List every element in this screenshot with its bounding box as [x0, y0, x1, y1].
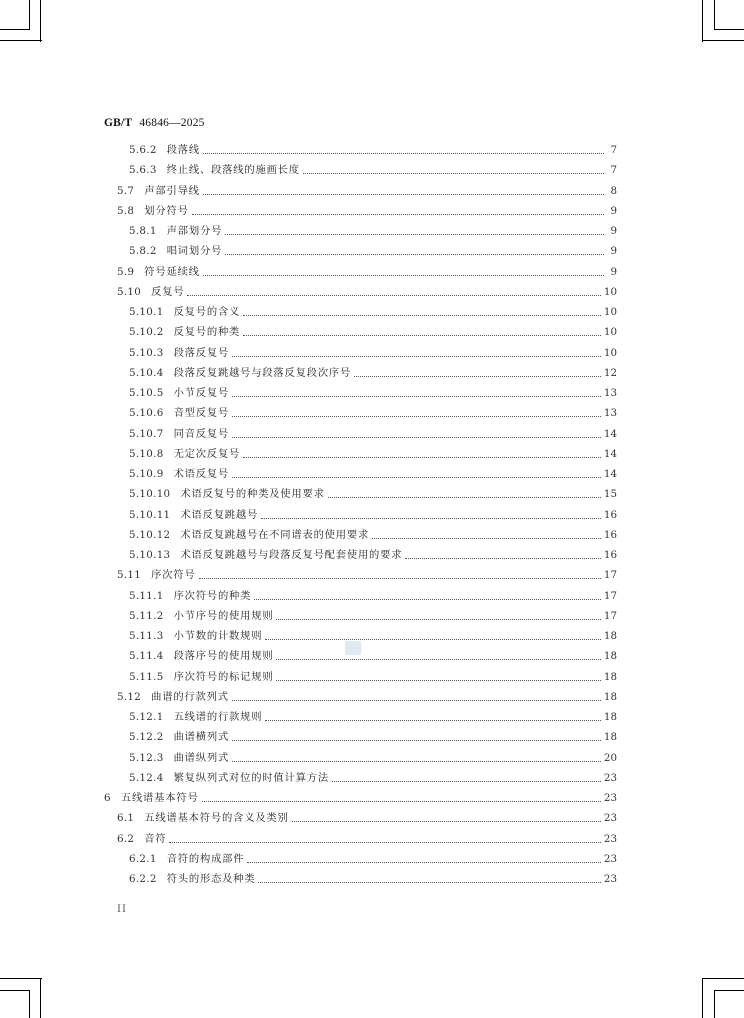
toc-entry-title: 音型反复号: [173, 407, 230, 420]
toc-leader-dots: [247, 861, 601, 863]
toc-entry-page: 9: [610, 204, 617, 217]
toc-leader-dots: [276, 658, 600, 660]
toc-entry-number: 5.6.3: [129, 164, 157, 177]
toc-entry-page: 17: [603, 609, 617, 622]
toc-entry-title: 小节反复号: [173, 387, 230, 399]
toc-entry[interactable]: [0, 403, 617, 423]
toc-entry[interactable]: [0, 768, 617, 788]
toc-entry-title: 同音反复号: [173, 427, 230, 440]
toc-entry-title: 五线谱基本符号的含义及类别: [144, 812, 289, 825]
toc-leader-dots: [232, 415, 601, 417]
toc-leader-dots: [232, 760, 601, 762]
toc-entry-number: 5.11.3: [129, 630, 164, 642]
toc-entry-number: 5.11.4: [129, 650, 164, 663]
toc-entry-title: 术语反复号的种类及使用要求: [180, 488, 325, 501]
toc-entry-title: 术语反复跳越号: [180, 508, 259, 521]
toc-entry-number: 5.8.2: [129, 245, 157, 258]
toc-entry[interactable]: [0, 484, 617, 504]
crop-mark-bl-v: [40, 978, 41, 1018]
toc-entry[interactable]: [0, 424, 617, 444]
toc-entry-title: 术语反复跳越号与段落反复号配套使用的要求: [180, 549, 403, 561]
toc-entry[interactable]: [0, 545, 617, 565]
toc-entry-number: 5.12.4: [129, 771, 164, 784]
toc-entry[interactable]: [0, 687, 617, 707]
toc-entry-number: 6.2.1: [129, 852, 157, 865]
toc-entry-title: 五线谱基本符号: [120, 792, 199, 804]
toc-entry-page: 14: [603, 427, 617, 440]
toc-leader-dots: [332, 780, 601, 782]
toc-entry-title: 声部划分号: [166, 225, 223, 237]
toc-entry[interactable]: [0, 160, 617, 180]
toc-leader-dots: [203, 274, 604, 276]
toc-entry-page: 7: [610, 144, 617, 156]
toc-entry-number: 5.11.5: [129, 670, 164, 683]
toc-entry-page: 15: [603, 488, 617, 501]
toc-entry-number: 5.11.2: [129, 609, 164, 622]
toc-entry-number: 5.12.3: [129, 751, 164, 764]
toc-entry-number: 5.10.2: [129, 326, 164, 339]
toc-entry-page: 23: [603, 852, 617, 865]
toc-leader-dots: [276, 679, 600, 681]
toc-entry[interactable]: [0, 262, 617, 282]
toc-leader-dots: [169, 841, 600, 843]
toc-entry-title: 无定次反复号: [173, 447, 241, 460]
toc-leader-dots: [203, 193, 604, 195]
toc-leader-dots: [203, 152, 604, 154]
crop-mark-tr-v2: [714, 0, 715, 30]
toc-entry[interactable]: [0, 322, 617, 342]
toc-entry-page: 10: [603, 285, 617, 298]
toc-entry[interactable]: [0, 221, 617, 241]
toc-entry-number: 5.10.4: [129, 366, 164, 379]
toc-leader-dots: [232, 476, 601, 478]
toc-entry-page: 18: [603, 650, 617, 663]
toc-entry[interactable]: [0, 869, 617, 889]
crop-mark-br-v2: [714, 990, 715, 1018]
toc-entry-page: 10: [603, 306, 617, 318]
toc-entry-page: 18: [603, 670, 617, 683]
toc-leader-dots: [265, 638, 601, 640]
toc-leader-dots: [192, 213, 604, 215]
toc-leader-dots: [232, 395, 601, 397]
toc-entry-page: 17: [603, 569, 617, 582]
toc-entry-page: 18: [603, 690, 617, 703]
toc-entry-title: 符头的形态及种类: [166, 873, 256, 885]
crop-mark-br-v: [702, 978, 703, 1018]
crop-mark-bl-h2: [0, 990, 30, 991]
standard-number: 46846—2025: [139, 117, 205, 129]
toc-entry-number: 5.10.12: [129, 528, 171, 541]
toc-entry-number: 5.6.2: [129, 144, 157, 156]
crop-mark-bl-v2: [29, 990, 30, 1018]
toc-entry-page: 14: [603, 447, 617, 460]
toc-entry-page: 16: [603, 508, 617, 521]
toc-entry-number: 5.10.8: [129, 447, 164, 460]
toc-entry[interactable]: [0, 363, 617, 383]
toc-entry-title: 术语反复号: [173, 468, 230, 480]
toc-entry-title: 小节数的计数规则: [173, 630, 263, 642]
toc-entry-page: 23: [603, 792, 617, 804]
toc-entry-number: 6.2: [117, 832, 135, 845]
toc-entry-number: 5.10: [117, 285, 142, 298]
crop-mark-tl-h2: [0, 29, 30, 30]
standard-prefix: GB/T: [104, 117, 133, 129]
toc-leader-dots: [405, 557, 601, 559]
crop-mark-tr-h: [702, 40, 744, 41]
toc-entry-page: 9: [610, 245, 617, 258]
toc-entry-number: 6: [104, 792, 111, 804]
toc-entry-number: 5.12.2: [129, 731, 164, 744]
toc-entry-page: 16: [603, 528, 617, 541]
toc-entry[interactable]: [0, 383, 617, 403]
toc-entry-number: 5.11: [117, 569, 142, 582]
standard-header: [104, 117, 205, 129]
toc-entry-title: 声部引导线: [144, 184, 200, 197]
toc-leader-dots: [292, 820, 601, 822]
toc-leader-dots: [232, 699, 601, 701]
crop-mark-bl-h: [0, 978, 42, 979]
watermark-logo: [345, 641, 361, 655]
toc-leader-dots: [354, 375, 601, 377]
toc-entry-page: 10: [603, 326, 617, 339]
crop-mark-tr-h2: [714, 29, 744, 30]
toc-entry-number: 5.10.9: [129, 468, 164, 480]
toc-entry-page: 20: [603, 751, 617, 764]
toc-leader-dots: [232, 355, 601, 357]
toc-entry-title: 反复号的含义: [173, 306, 241, 318]
toc-entry-title: 段落反复跳越号与段落反复段次序号: [173, 366, 352, 379]
toc-entry-number: 5.10.5: [129, 387, 164, 399]
toc-entry[interactable]: [0, 140, 617, 160]
toc-entry[interactable]: [0, 829, 617, 849]
toc-entry-title: 终止线、段落线的施画长度: [166, 164, 300, 177]
toc-entry-title: 术语反复跳越号在不同谱表的使用要求: [180, 528, 370, 541]
toc-entry-number: 5.10.3: [129, 346, 164, 359]
toc-entry-title: 繁复纵列式对位的时值计算方法: [173, 771, 329, 784]
crop-mark-tl-h: [0, 40, 42, 41]
toc-leader-dots: [232, 436, 601, 438]
toc-entry-page: 12: [603, 366, 617, 379]
toc-entry-title: 五线谱的行款规则: [173, 711, 263, 723]
toc-entry[interactable]: [0, 707, 617, 727]
toc-entry-page: 9: [610, 265, 617, 278]
toc-entry-title: 音符: [144, 832, 167, 845]
toc-leader-dots: [243, 334, 601, 336]
toc-entry-page: 18: [603, 711, 617, 723]
toc-entry-page: 23: [603, 771, 617, 784]
toc-entry-title: 反复号的种类: [173, 326, 241, 339]
toc-entry-title: 段落序号的使用规则: [173, 650, 274, 663]
toc-entry-page: 13: [603, 407, 617, 420]
toc-entry-number: 6.2.2: [129, 873, 157, 885]
toc-leader-dots: [254, 598, 601, 600]
page-number: II: [117, 904, 127, 915]
toc-leader-dots: [265, 719, 601, 721]
crop-mark-br-h: [702, 978, 744, 979]
toc-entry-page: 23: [603, 873, 617, 885]
toc-entry-number: 5.12.1: [129, 711, 164, 723]
toc-entry[interactable]: [0, 808, 617, 828]
toc-entry-page: 18: [603, 630, 617, 642]
toc-entry-page: 8: [610, 184, 617, 197]
toc-entry[interactable]: [0, 626, 617, 646]
toc-entry-number: 5.8.1: [129, 225, 157, 237]
toc-leader-dots: [372, 537, 601, 539]
toc-entry-title: 序次符号: [151, 569, 196, 582]
toc-entry[interactable]: [0, 788, 617, 808]
toc-entry-number: 5.10.1: [129, 306, 164, 318]
toc-entry-page: 13: [603, 387, 617, 399]
toc-entry-title: 反复号: [151, 285, 185, 298]
toc-entry-page: 10: [603, 346, 617, 359]
toc-entry[interactable]: [0, 606, 617, 626]
toc-entry[interactable]: [0, 343, 617, 363]
toc-entry-number: 5.7: [117, 184, 135, 197]
toc-entry-number: 5.10.6: [129, 407, 164, 420]
toc-entry[interactable]: [0, 464, 617, 484]
toc-entry-title: 曲谱纵列式: [173, 751, 230, 764]
toc-entry[interactable]: [0, 667, 617, 687]
toc-entry-number: 5.9: [117, 265, 135, 278]
crop-mark-br-h2: [714, 990, 744, 991]
toc-entry[interactable]: [0, 748, 617, 768]
toc-entry-number: 5.12: [117, 690, 142, 703]
toc-leader-dots: [202, 800, 601, 802]
toc-leader-dots: [225, 253, 604, 255]
toc-entry-page: 14: [603, 468, 617, 480]
toc-entry-title: 划分符号: [144, 204, 189, 217]
toc-entry-title: 段落线: [166, 144, 200, 156]
toc-entry-title: 小节序号的使用规则: [173, 609, 274, 622]
toc-leader-dots: [225, 233, 604, 235]
toc-leader-dots: [199, 577, 601, 579]
toc-leader-dots: [187, 294, 600, 296]
toc-entry-page: 16: [603, 549, 617, 561]
toc-leader-dots: [303, 172, 604, 174]
toc-leader-dots: [276, 618, 600, 620]
toc-entry[interactable]: [0, 282, 617, 302]
toc-entry-title: 曲谱横列式: [173, 731, 230, 744]
toc-entry[interactable]: [0, 241, 617, 261]
toc-entry[interactable]: [0, 444, 617, 464]
toc-entry[interactable]: [0, 181, 617, 201]
toc-entry-title: 曲谱的行款列式: [151, 690, 229, 703]
toc-entry[interactable]: [0, 505, 617, 525]
toc-entry-title: 序次符号的种类: [173, 589, 252, 602]
toc-entry[interactable]: [0, 565, 617, 585]
crop-mark-tl-v2: [29, 0, 30, 30]
toc-entry-number: 5.10.13: [129, 549, 171, 561]
toc-entry[interactable]: [0, 646, 617, 666]
toc-entry-page: 23: [603, 832, 617, 845]
toc-entry-number: 5.10.11: [129, 508, 171, 521]
toc-leader-dots: [243, 314, 601, 316]
toc-entry[interactable]: [0, 727, 617, 747]
toc-entry-number: 5.11.1: [129, 589, 164, 602]
toc-entry-page: 7: [610, 164, 617, 177]
crop-mark-tr-v: [702, 0, 703, 42]
toc-leader-dots: [261, 517, 601, 519]
toc-entry-title: 段落反复号: [173, 346, 230, 359]
toc-leader-dots: [232, 739, 601, 741]
toc-entry-page: 17: [603, 589, 617, 602]
toc-leader-dots: [258, 881, 600, 883]
toc-entry[interactable]: [0, 525, 617, 545]
toc-entry[interactable]: [0, 201, 617, 221]
toc-entry[interactable]: [0, 586, 617, 606]
toc-entry-number: 5.10.10: [129, 488, 171, 501]
toc-entry-page: 23: [603, 812, 617, 825]
toc-entry-title: 序次符号的标记规则: [173, 670, 274, 683]
toc-leader-dots: [243, 456, 601, 458]
toc-entry-number: 5.10.7: [129, 427, 164, 440]
toc-entry-title: 符号延续线: [144, 265, 200, 278]
toc-entry-page: 18: [603, 731, 617, 744]
toc-entry-title: 唱词划分号: [166, 245, 223, 258]
toc-entry-number: 5.8: [117, 204, 135, 217]
toc-entry-number: 6.1: [117, 812, 135, 825]
toc-entry-title: 音符的构成部件: [166, 852, 245, 865]
toc-entry[interactable]: [0, 302, 617, 322]
toc-entry-page: 9: [610, 225, 617, 237]
crop-mark-tl-v: [40, 0, 41, 42]
toc-leader-dots: [328, 496, 601, 498]
toc-entry[interactable]: [0, 849, 617, 869]
